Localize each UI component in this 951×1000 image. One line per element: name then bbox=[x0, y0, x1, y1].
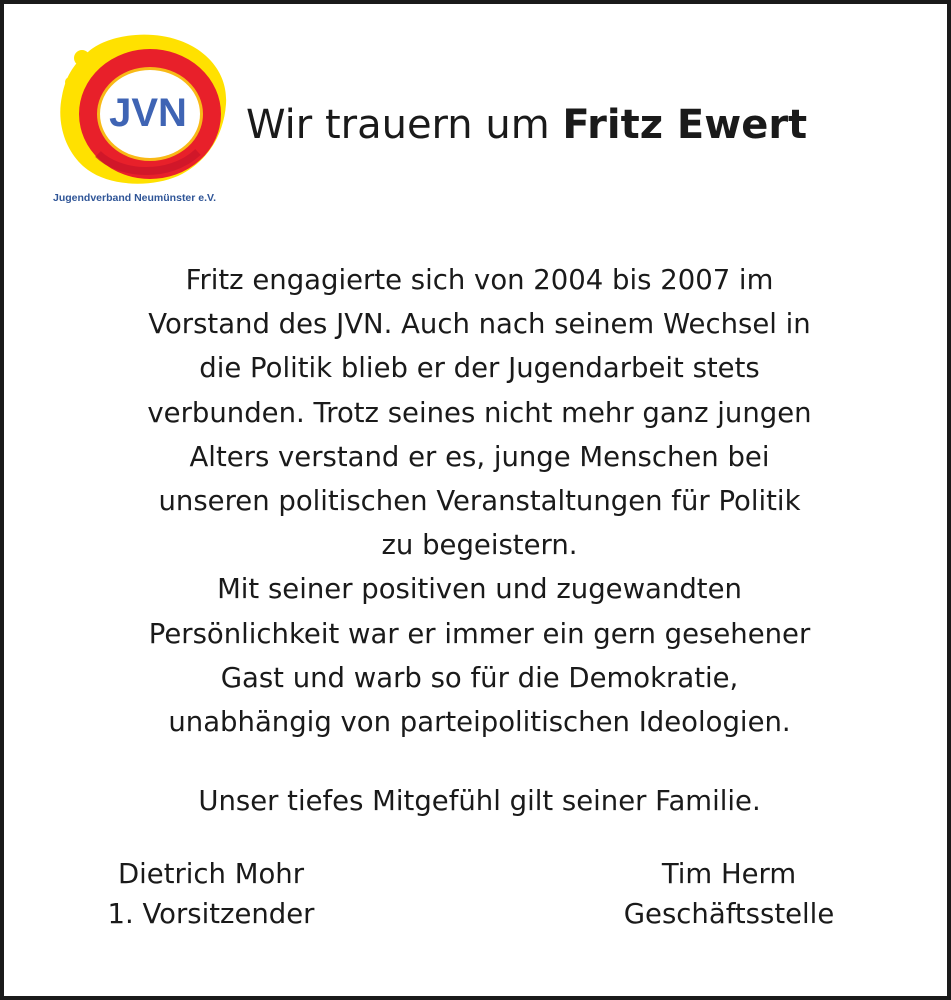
jvn-logo-mark bbox=[58, 34, 233, 189]
page-title bbox=[246, 100, 807, 150]
signature-left bbox=[86, 854, 336, 934]
signature-right bbox=[594, 854, 864, 934]
signer-role: Geschäftsstelle bbox=[623, 898, 835, 930]
tribute-line: Alters verstand er es, junge Menschen bei bbox=[189, 440, 770, 473]
tribute-text bbox=[44, 258, 915, 744]
signer-role: 1. Vorsitzender bbox=[107, 898, 315, 930]
title-prefix: Wir trauern um bbox=[246, 102, 563, 148]
logo-yellow-dot bbox=[74, 50, 90, 66]
logo-text: JVN bbox=[109, 91, 187, 135]
tribute-line: unabhängig von parteipolitischen Ideologien. bbox=[168, 706, 791, 739]
signer-name: Tim Herm bbox=[661, 858, 797, 890]
tribute-line: Gast und warb so für die Demokratie, bbox=[220, 661, 739, 694]
logo-caption: Jugendverband Neumünster e.V. bbox=[53, 192, 216, 204]
tribute-line: die Politik blieb er der Jugendarbeit stets bbox=[199, 352, 760, 385]
signer-name: Dietrich Mohr bbox=[117, 858, 305, 890]
tribute-line: zu begeistern. bbox=[381, 529, 578, 562]
logo-yellow-dot bbox=[65, 77, 75, 87]
tribute-line: Fritz engagierte sich von 2004 bis 2007 im bbox=[185, 264, 774, 296]
tribute-line: Persönlichkeit war er immer ein gern gesehener bbox=[148, 617, 811, 650]
tribute-line: Vorstand des JVN. Auch nach seinem Wechsel in bbox=[148, 308, 811, 341]
tribute-line: verbunden. Trotz seines nicht mehr ganz jungen bbox=[147, 396, 812, 429]
jvn-logo bbox=[48, 34, 248, 209]
tribute-line: Mit seiner positiven und zugewandten bbox=[217, 573, 742, 606]
deceased-name: Fritz Ewert bbox=[562, 102, 808, 148]
condolence-line: Unser tiefes Mitgefühl gilt seiner Familie. bbox=[198, 785, 761, 817]
tribute-line: unseren politischen Veranstaltungen für Politik bbox=[158, 485, 801, 518]
